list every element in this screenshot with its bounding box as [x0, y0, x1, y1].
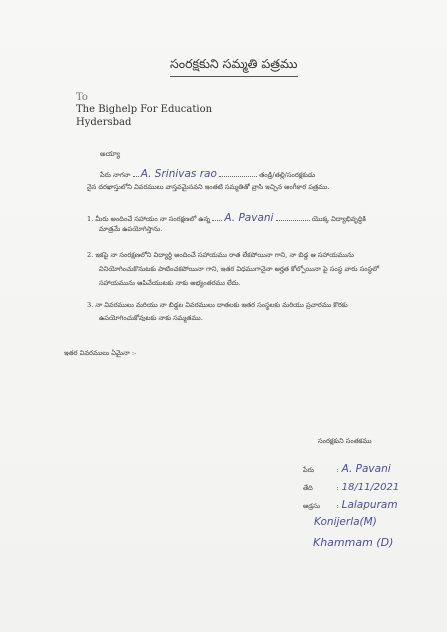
list-item: [87, 251, 354, 261]
recipient-city: Hydersbad: [76, 117, 132, 128]
item-number: 1.: [87, 215, 94, 223]
item-number: 3.: [87, 301, 94, 309]
dotted-fill: [212, 212, 222, 221]
signature-name-row: పేరు : A. Pavani: [303, 463, 391, 475]
recipient-organization: The Bighelp For Education: [76, 104, 213, 115]
para1-prefix: పేరు నాగనా: [100, 171, 131, 179]
list-item-continued: ఉపయోగించుకోవుటకు నాకు సమ్మతము.: [99, 314, 203, 322]
signature-address-row: అడ్రసు : Lalapuram: [303, 499, 398, 511]
address-line3-handwritten: Khammam (D): [313, 536, 394, 549]
dotted-fill: [133, 168, 139, 177]
dotted-fill: [276, 212, 310, 221]
list-item-continued: వినియోగించుకొనుటకు పాటించకపోయినా గాని, ఇతర విధముగానైనా అర్హత కోల్పోయినా పై సంస్థ వారు సంస్థలో: [99, 265, 380, 273]
item-text: నా వివరములు మరియు నా బిడ్డల వివరములు దాతలకు ఇతర సంస్థలకు మరియు ప్రచారము కొరకు: [95, 301, 348, 309]
para1-line2: నైన దరఖాస్తులోని వివరములు వాస్తవమైనవని ఇంతటి సమ్మతితో వ్రాసి ఇచ్చిన అంగీకార పత్రము.: [87, 183, 330, 191]
item-text: యొక్క విద్యాభివృద్ధికి: [311, 215, 366, 223]
guardian-name-handwritten: A. Pavani: [341, 463, 391, 475]
para1-suffix: తండ్రి/తల్లి/సంరక్షకుడు: [259, 171, 316, 179]
other-details-label: ఇతర వివరములు ఏమైనా :-: [64, 349, 137, 357]
item-text: ఇకపై నా సంరక్షణలోని విద్యార్థి అందించే సహాయము రాత లేకపోయినా గాని, నా బిడ్డ ఆ సహాయమును: [95, 251, 354, 259]
signature-date-row: తేది : 18/11/2021: [303, 482, 400, 493]
list-item: [87, 301, 348, 311]
date-label: తేది: [303, 484, 313, 492]
page-title: సంరక్షకుని సమ్మతి పత్రము: [170, 56, 298, 77]
item-number: 2.: [87, 251, 94, 259]
name-label: పేరు: [303, 466, 314, 474]
father-name-handwritten: A. Srinivas rao: [140, 168, 217, 180]
list-item-continued: మాత్రమే ఉపయోగిస్తాను.: [99, 225, 163, 233]
date-handwritten: 18/11/2021: [341, 482, 400, 493]
dotted-fill: [219, 168, 257, 177]
list-item: [87, 212, 366, 225]
list-item-continued: సహాయమును ఆపివేయుటకు నాకు అభ్యంతరము లేదు.: [99, 279, 241, 287]
address-label: అడ్రసు: [303, 502, 321, 510]
greeting: అయ్యా: [100, 150, 121, 158]
recipient-to: To: [76, 92, 88, 103]
address-line2-handwritten: Konijerla(M): [314, 516, 377, 528]
item-text: మీరు అందించే సహాయం నా సంరక్షణలో ఉన్న: [95, 215, 211, 223]
signature-heading: సంరక్షకుని సంతకము: [318, 437, 372, 445]
para1-line1: [100, 168, 315, 181]
child-name-handwritten: A. Pavani: [224, 212, 274, 224]
address-line1-handwritten: Lalapuram: [341, 499, 398, 511]
